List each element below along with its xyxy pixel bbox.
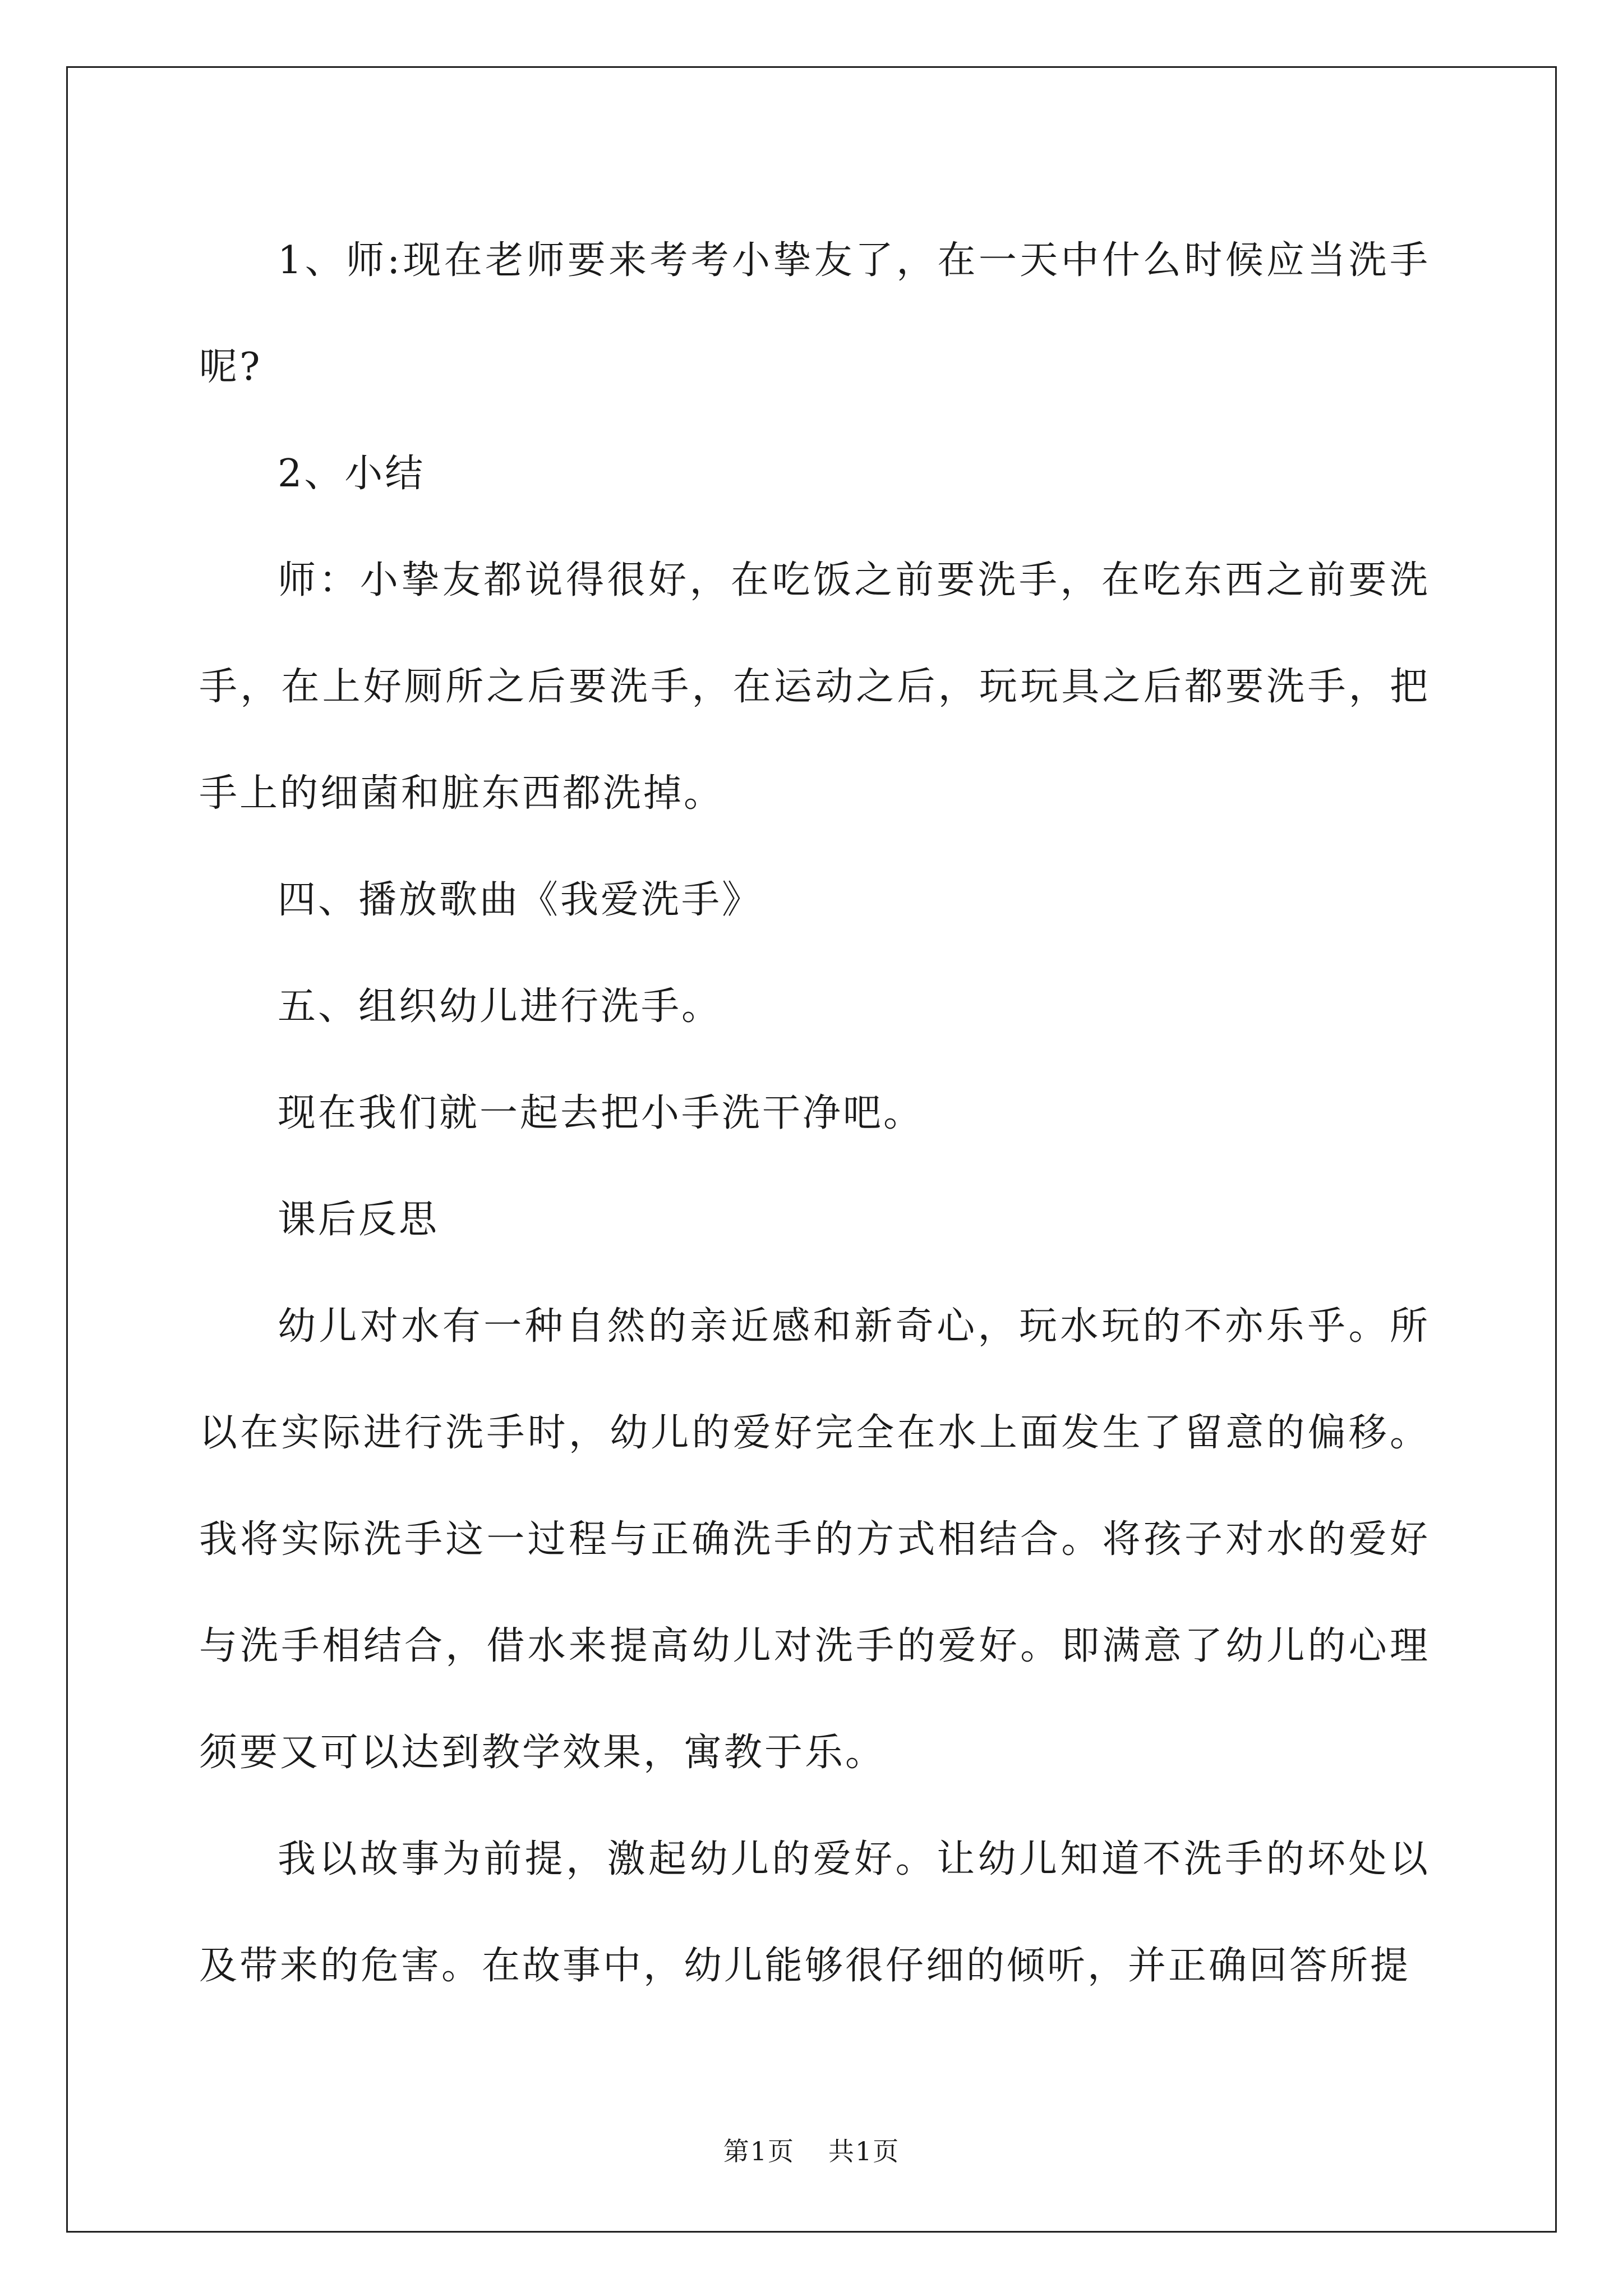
paragraph-reflection-two: 我以故事为前提，激起幼儿的爱好。让幼儿知道不洗手的坏处以及带来的危害。在故事中，幼儿能够很仔细的倾听，并正确回答所提 <box>199 1837 1430 1988</box>
page-number: 第1页 <box>723 2136 795 2166</box>
page-total: 共1页 <box>828 2136 900 2166</box>
paragraph-teacher-summary: 师：小挚友都说得很好，在吃饭之前要洗手，在吃东西之前要洗手，在上好厕所之后要洗手，在运动之后，玩玩具之后都要洗手，把手上的细菌和脏东西都洗掉。 <box>199 558 1430 816</box>
document-body <box>199 208 1430 2019</box>
paragraph-section-four: 四、播放歌曲《我爱洗手》 <box>278 878 763 922</box>
paragraph-question: 1、师:现在老师要来考考小挚友了，在一天中什么时候应当洗手呢? <box>199 238 1430 389</box>
paragraph-wash-together: 现在我们就一起去把小手洗干净吧。 <box>278 1091 924 1135</box>
paragraph-reflection-heading: 课后反思 <box>278 1198 440 1242</box>
paragraph-section-five: 五、组织幼儿进行洗手。 <box>278 984 722 1029</box>
page-footer <box>0 2134 1623 2168</box>
paragraph-reflection-one: 幼儿对水有一种自然的亲近感和新奇心，玩水玩的不亦乐乎。所以在实际进行洗手时，幼儿的爱好完全在水上面发生了留意的偏移。我将实际洗手这一过程与正确洗手的方式相结合。将孩子对水的爱好与洗手相结合，借水来提高幼儿对洗手的爱好。即满意了幼儿的心理须要又可以达到教学效果，寓教于乐。 <box>199 1304 1430 1775</box>
paragraph-summary-heading: 2、小结 <box>278 452 426 496</box>
